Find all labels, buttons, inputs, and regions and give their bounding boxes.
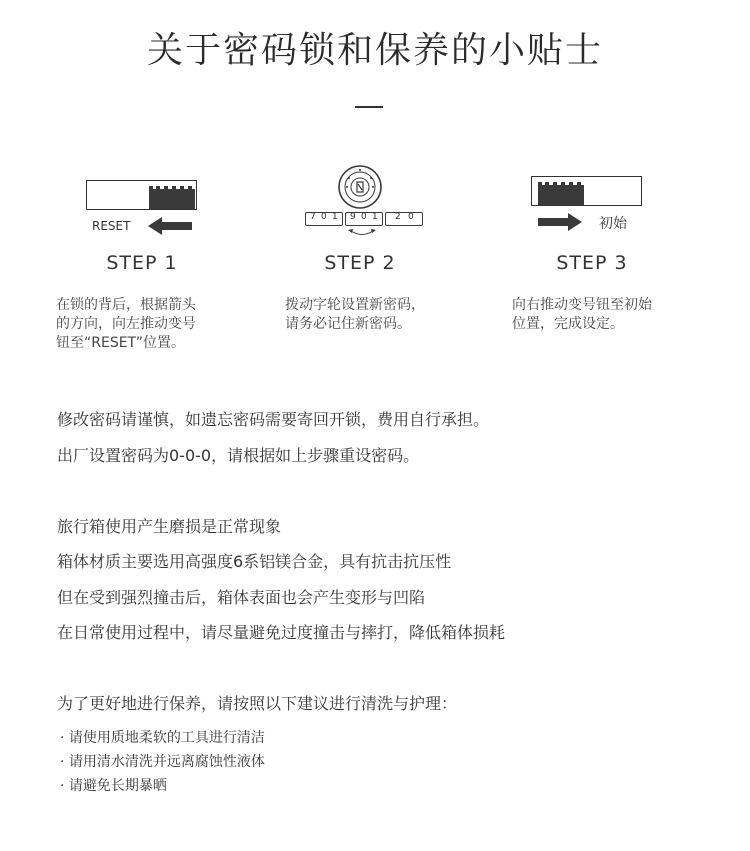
step2-label: STEP 2 <box>324 252 396 274</box>
dial-badge-icon <box>337 164 383 210</box>
arrow-left-icon <box>148 217 192 235</box>
title-divider <box>355 106 383 108</box>
material-line: 箱体材质主要选用高强度6系铝镁合金，具有抗击抗压性 <box>57 552 452 571</box>
care-item: · 请避免长期暴晒 <box>60 778 167 794</box>
care-intro: 为了更好地进行保养，请按照以下建议进行清洗与护理： <box>57 694 458 713</box>
step3-label: STEP 3 <box>556 252 628 274</box>
care-item: · 请使用质地柔软的工具进行清洁 <box>60 730 265 746</box>
initial-position-label: 初始 <box>599 216 627 232</box>
arrow-right-icon <box>538 213 582 231</box>
page-title: 关于密码锁和保养的小贴士 <box>146 30 603 71</box>
material-line: 旅行箱使用产生磨损是正常现象 <box>57 517 282 536</box>
note-line: 出厂设置密码为0-0-0，请根据如上步骤重设密码。 <box>57 446 420 465</box>
material-line: 在日常使用过程中，请尽量避免过度撞击与摔打，降低箱体损耗 <box>57 623 506 642</box>
lock-switch-icon <box>531 176 642 206</box>
lock-switch-icon <box>86 180 197 210</box>
step1-description: 在锁的背后，根据箭头 的方向，向左推动变号 钮至“RESET”位置。 <box>56 297 196 351</box>
step3-description: 向右推动变号钮至初始 位置，完成设定。 <box>512 297 652 332</box>
material-line: 但在受到强烈撞击后，箱体表面也会产生变形与凹陷 <box>57 588 426 607</box>
reset-label: RESET <box>92 219 131 233</box>
step1-label: STEP 1 <box>106 252 178 274</box>
step2-description: 拨动字轮设置新密码， 请务必记住新密码。 <box>285 297 425 332</box>
note-line: 修改密码请谨慎，如遗忘密码需要寄回开锁，费用自行承担。 <box>57 410 490 429</box>
rotate-arrows-icon <box>348 228 376 238</box>
care-item: · 请用清水清洗并远离腐蚀性液体 <box>60 754 265 770</box>
